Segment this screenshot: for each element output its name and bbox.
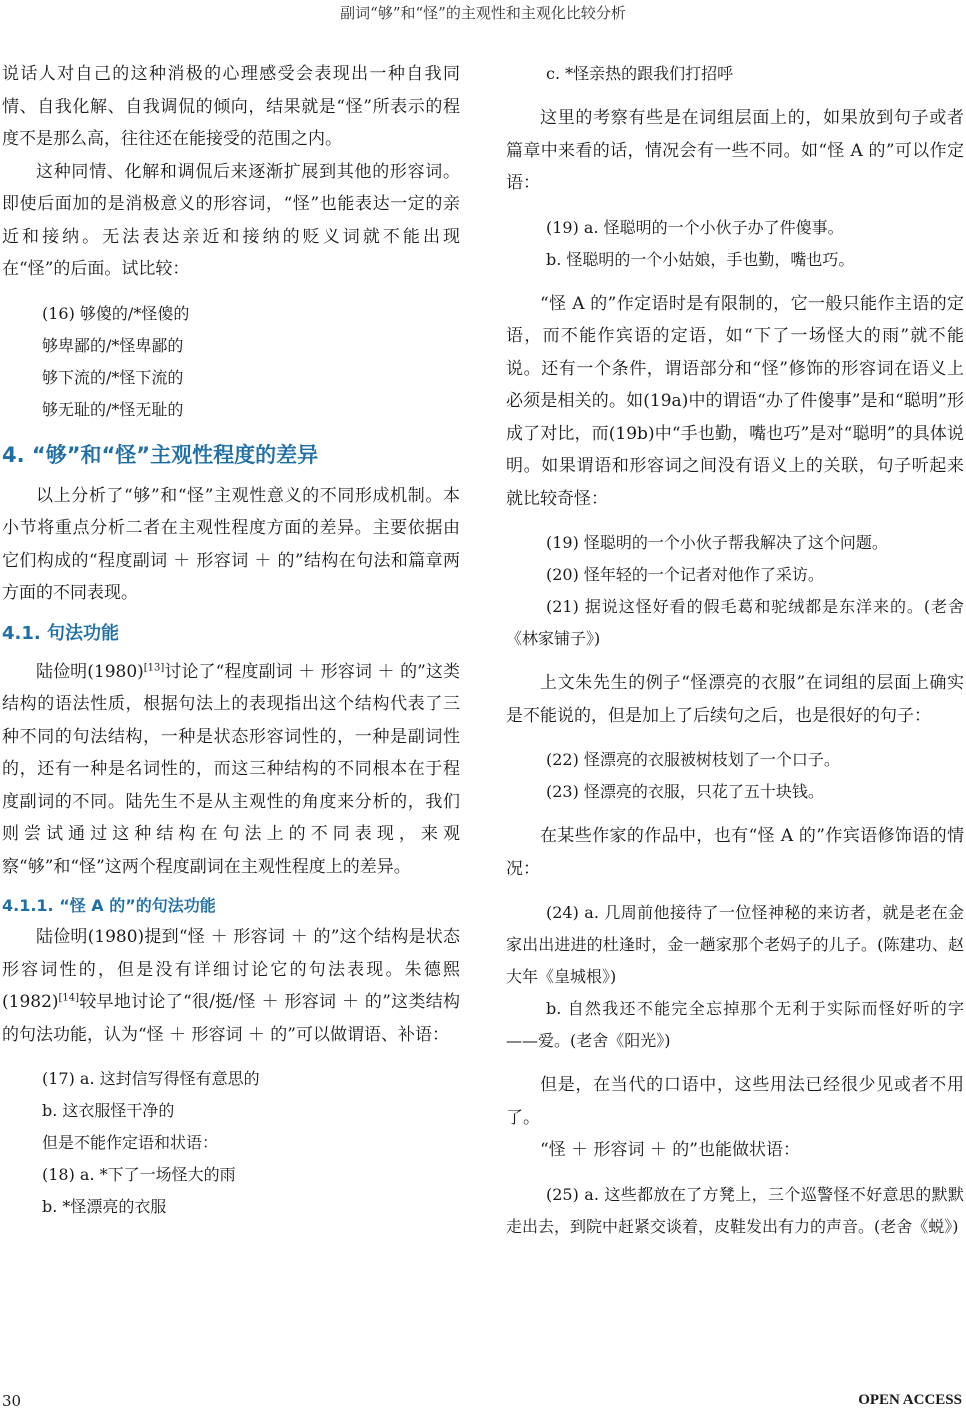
paragraph: 这里的考察有些是在词组层面上的，如果放到句子或者篇章中来看的话，情况会有一些不同。如“怪 A 的”可以作定语： xyxy=(506,108,964,193)
example-line: (21) 据说这怪好看的假毛葛和驼绒都是东洋来的。(老舍《林家铺子》) xyxy=(506,597,964,648)
example-24 xyxy=(506,897,964,1057)
example-line: 够无耻的/*怪无耻的 xyxy=(42,399,184,419)
citation-author: 陆俭明(1980) xyxy=(36,661,144,682)
section-heading-4-1: 4.1. 句法功能 xyxy=(2,622,119,644)
paragraph: “怪 A 的”作定语时是有限制的，它一般只能作主语的定语，而不能作宾语的定语，如“下了一场怪大的雨”就不能说。还有一个条件，谓语部分和“怪”修饰的形容词在语义上必须是相关的。如(19a)中的谓语“办了件傻事”是和“聪明”形成了对比，而(19b)中“手也勤，嘴也巧”是对“聪明”的具体说明。如果谓语和形容词之间没有语义上的关联，句子听起来就比较奇怪： xyxy=(506,293,964,509)
paragraph: 这种同情、化解和调侃后来逐渐扩展到其他的形容词。即使后面加的是消极意义的形容词，“怪”也能表达一定的亲近和接纳。无法表达亲近和接纳的贬义词就不能出现在“怪”的后面。试比较： xyxy=(2,161,460,279)
left-column xyxy=(2,58,460,1223)
citation-ref: [14] xyxy=(58,992,80,1004)
right-column xyxy=(506,58,964,1243)
paragraph: 说话人对自己的这种消极的心理感受会表现出一种自我同情、自我化解、自我调侃的倾向，结果就是“怪”所表示的程度不是那么高，往往还在能接受的范围之内。 xyxy=(2,64,460,149)
running-header: 副词“够”和“怪”的主观性和主观化比较分析 xyxy=(340,4,626,22)
example-line: b. *怪漂亮的衣服 xyxy=(42,1197,167,1216)
open-access-label: OPEN ACCESS xyxy=(858,1392,962,1408)
example-line: b. 这衣服怪干净的 xyxy=(42,1101,175,1120)
example-line: 但是不能作定语和状语： xyxy=(42,1133,219,1152)
example-line: b. 自然我还不能完全忘掉那个无利于实际而怪好听的字——爱。(老舍《阳光》) xyxy=(506,999,964,1050)
example-line: 够卑鄙的/*怪卑鄙的 xyxy=(42,335,184,355)
section-heading-4: 4. “够”和“怪”主观性程度的差异 xyxy=(2,442,319,467)
paragraph xyxy=(2,656,460,884)
paragraph-text: 较早地讨论了“很/挺/怪 ＋ 形容词 ＋ 的”这类结构的句法功能，认为“怪 ＋ 形容词 ＋ 的”可以做谓语、补语： xyxy=(2,992,460,1045)
paragraph-text: 讨论了“程度副词 ＋ 形容词 ＋ 的”这类结构的语法性质，根据句法上的表现指出这个结构代表了三种不同的句法结构，一种是状态形容词性的，一种是副词性的，还有一种是名词性的，而这三种结构的不同根本在于程度副词的不同。陆先生不是从主观性的角度来分析的，我们则尝试通过这种结构在句法上的不同表现，来观察“够”和“怪”这两个程度副词在主观性程度上的差异。 xyxy=(2,661,461,877)
example-line: (25) a. 这些都放在了方凳上，三个巡警怪不好意思的默默走出去，到院中赶紧交谈着，皮鞋发出有力的声音。(老舍《蜕》) xyxy=(506,1184,964,1236)
example-line: (18) a. *下了一场怪大的雨 xyxy=(42,1165,236,1184)
paragraph: 但是，在当代的口语中，这些用法已经很少见或者不用了。 xyxy=(506,1075,964,1128)
example-line: (23) 怪漂亮的衣服，只花了五十块钱。 xyxy=(546,782,824,801)
paragraph-text: 陆俭明(1980)提到“怪 ＋ 形容词 ＋ 的”这个结构是状态形容词性的，但是没有详细讨论它的句法表现。朱德熙(1982) xyxy=(2,927,460,1012)
example-line: (17) a. 这封信写得怪有意思的 xyxy=(42,1069,260,1088)
example-line: (19) a. 怪聪明的一个小伙子办了件傻事。 xyxy=(546,217,844,237)
citation-ref: [13] xyxy=(143,661,165,673)
example-19-21 xyxy=(506,527,964,655)
example-line: b. 怪聪明的一个小姑娘，手也勤，嘴也巧。 xyxy=(546,249,855,269)
page-number: 30 xyxy=(2,1392,22,1410)
example-16 xyxy=(2,298,460,426)
example-line: c. *怪亲热的跟我们打招呼 xyxy=(546,64,734,83)
example-17-18 xyxy=(2,1063,460,1223)
example-line: (22) 怪漂亮的衣服被树枝划了一个口子。 xyxy=(546,750,840,769)
section-heading-4-1-1: 4.1.1. “怪 A 的”的句法功能 xyxy=(2,896,216,915)
example-19 xyxy=(506,212,964,276)
paragraph xyxy=(2,921,460,1051)
paragraph: 在某些作家的作品中，也有“怪 A 的”作宾语修饰语的情况： xyxy=(506,826,964,879)
paragraph: 以上分析了“够”和“怪”主观性意义的不同形成机制。本小节将重点分析二者在主观性程度方面的差异。主要依据由它们构成的“程度副词 ＋ 形容词 ＋ 的”结构在句法和篇章两方面的不同表现。 xyxy=(2,485,460,603)
example-line: (20) 怪年轻的一个记者对他作了采访。 xyxy=(546,565,824,584)
example-line: (16) 够傻的/*怪傻的 xyxy=(42,303,190,323)
example-line: (24) a. 几周前他接待了一位怪神秘的来访者，就是老在金家出出进进的杜逢时，金一趟家那个老妈子的儿子。(陈建功、赵大年《皇城根》) xyxy=(506,903,964,986)
example-line: (19) 怪聪明的一个小伙子帮我解决了这个问题。 xyxy=(546,533,888,552)
paragraph: 上文朱先生的例子“怪漂亮的衣服”在词组的层面上确实是不能说的，但是加上了后续句之后，也是很好的句子： xyxy=(506,673,964,726)
paragraph: “怪 ＋ 形容词 ＋ 的”也能做状语： xyxy=(540,1140,800,1160)
example-22-23 xyxy=(506,744,964,808)
example-line: 够下流的/*怪下流的 xyxy=(42,367,184,387)
